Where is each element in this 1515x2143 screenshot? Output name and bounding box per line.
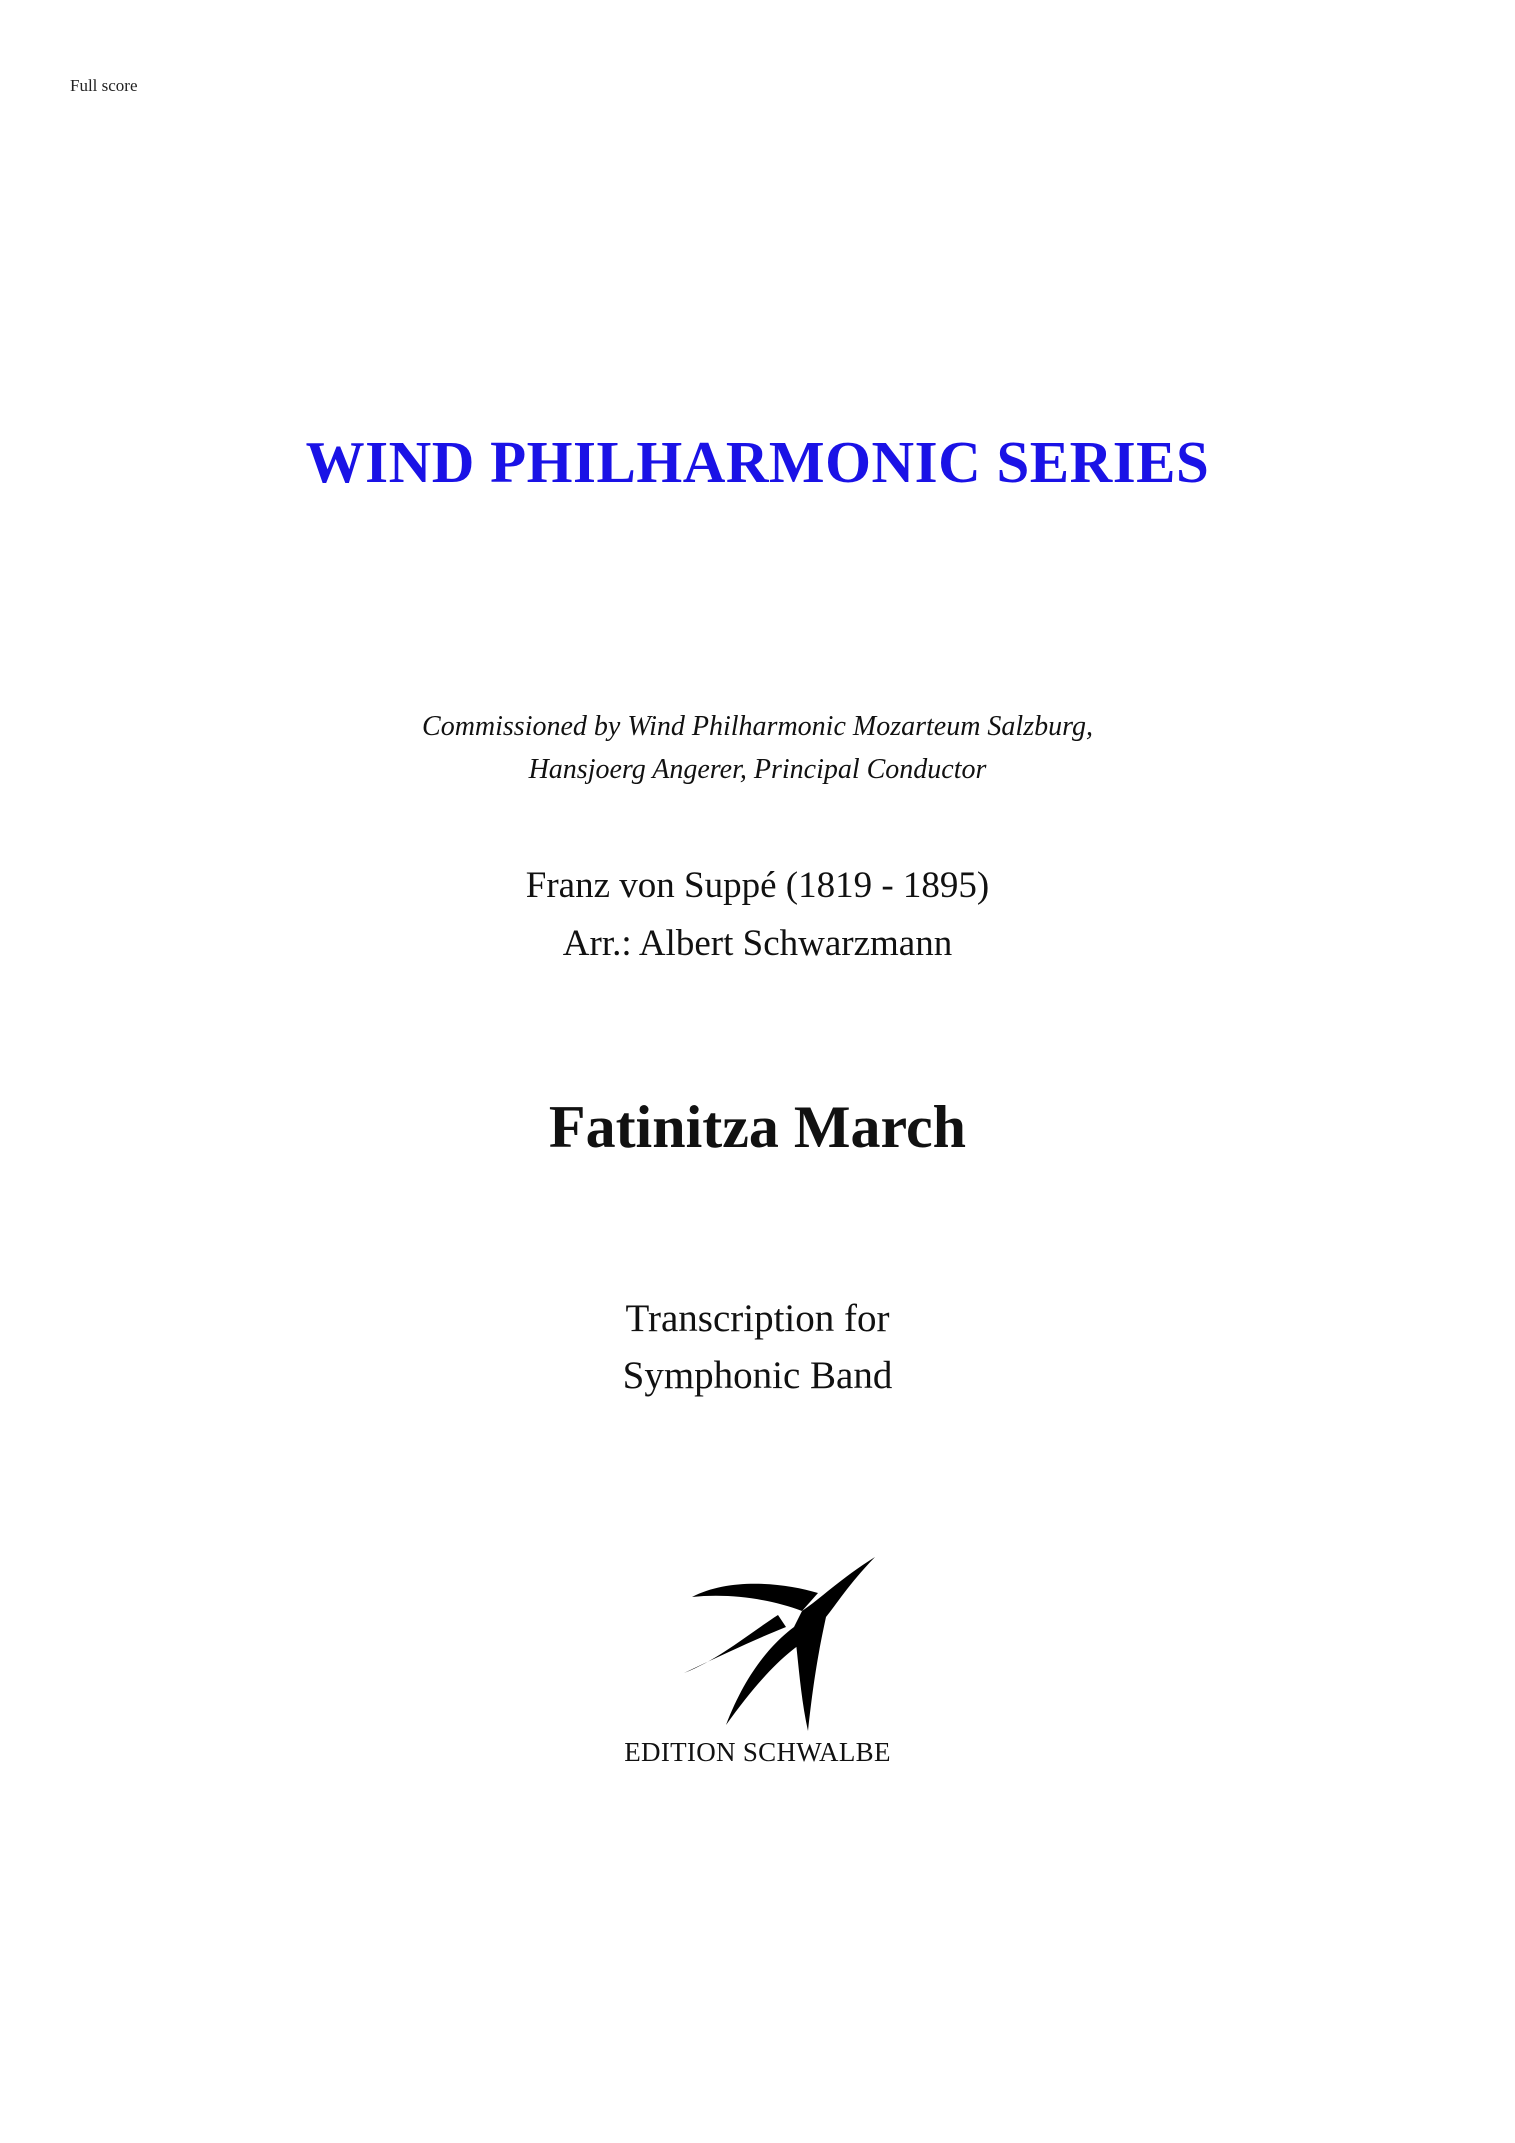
- arranger-credit: Arr.: Albert Schwarzmann: [562, 923, 953, 964]
- work-title: Fatinitza March: [548, 1094, 967, 1160]
- commission-note: [0, 705, 1515, 791]
- publisher-name: EDITION SCHWALBE: [624, 1737, 891, 1767]
- series-title: WIND PHILHARMONIC SERIES: [305, 429, 1210, 495]
- credits: [0, 857, 1515, 973]
- score-type-label: Full score: [70, 76, 138, 95]
- subtitle-line-2: Symphonic Band: [622, 1354, 893, 1397]
- commission-line-2: Hansjoerg Angerer, Principal Conductor: [528, 754, 987, 785]
- swallow-icon: [670, 1555, 880, 1735]
- subtitle-line-1: Transcription for: [625, 1297, 890, 1340]
- commission-line-1: Commissioned by Wind Philharmonic Mozarteum Salzburg,: [422, 711, 1093, 742]
- composer-credit: Franz von Suppé (1819 - 1895): [525, 865, 990, 906]
- work-subtitle: [0, 1290, 1515, 1404]
